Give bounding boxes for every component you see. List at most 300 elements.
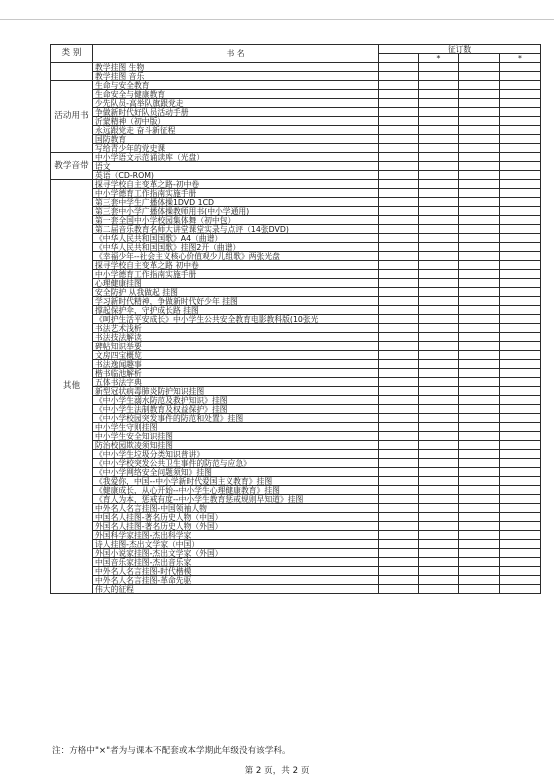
order-count-cell[interactable] bbox=[379, 459, 419, 468]
order-count-cell[interactable] bbox=[379, 252, 419, 261]
order-count-cell[interactable] bbox=[379, 522, 419, 531]
order-count-cell[interactable] bbox=[500, 432, 541, 441]
title-cell: 沂蒙精神（初中版） bbox=[93, 117, 379, 126]
order-count-cell[interactable] bbox=[419, 387, 459, 396]
title-cell: 诗人挂图-杰出文学家（中国） bbox=[93, 540, 379, 549]
order-count-cell[interactable] bbox=[419, 423, 459, 432]
order-count-cell[interactable] bbox=[500, 261, 541, 270]
table-row bbox=[51, 162, 541, 171]
order-count-cell[interactable] bbox=[419, 198, 459, 207]
title-cell: 中国音乐家挂图-杰出音乐家 bbox=[93, 558, 379, 567]
table-row bbox=[51, 252, 541, 261]
title-cell: 第一套全国中小学校园集体舞（初中包） bbox=[93, 216, 379, 225]
order-count-cell[interactable] bbox=[379, 486, 419, 495]
order-count-cell[interactable] bbox=[379, 297, 419, 306]
order-count-cell[interactable] bbox=[419, 180, 459, 189]
title-cell: 少先队员-高举队旗跟党走 bbox=[93, 99, 379, 108]
order-count-cell[interactable] bbox=[500, 423, 541, 432]
order-count-cell[interactable] bbox=[419, 90, 459, 99]
order-count-cell[interactable] bbox=[459, 342, 500, 351]
order-count-cell[interactable] bbox=[459, 513, 500, 522]
order-count-cell[interactable] bbox=[379, 531, 419, 540]
order-count-cell[interactable] bbox=[379, 450, 419, 459]
table-row bbox=[51, 477, 541, 486]
table-row bbox=[51, 450, 541, 459]
order-count-cell[interactable] bbox=[500, 207, 541, 216]
order-count-cell[interactable] bbox=[379, 279, 419, 288]
order-count-cell[interactable] bbox=[500, 459, 541, 468]
order-count-cell[interactable] bbox=[379, 423, 419, 432]
order-count-cell[interactable] bbox=[459, 576, 500, 585]
order-count-cell[interactable] bbox=[459, 162, 500, 171]
order-count-cell[interactable] bbox=[459, 306, 500, 315]
order-count-cell[interactable] bbox=[419, 81, 459, 90]
order-count-cell[interactable] bbox=[379, 135, 419, 144]
order-count-cell[interactable] bbox=[459, 396, 500, 405]
title-cell: 《中小学网络安全问题须知》挂图 bbox=[93, 468, 379, 477]
order-count-cell[interactable] bbox=[419, 126, 459, 135]
order-count-cell[interactable] bbox=[500, 234, 541, 243]
order-count-cell[interactable] bbox=[419, 135, 459, 144]
order-count-cell[interactable] bbox=[379, 414, 419, 423]
title-cell: 中小学德育工作指南实施手册 bbox=[93, 270, 379, 279]
order-count-cell[interactable] bbox=[500, 252, 541, 261]
order-count-cell[interactable] bbox=[419, 378, 459, 387]
order-count-cell[interactable] bbox=[500, 369, 541, 378]
order-count-cell[interactable] bbox=[419, 396, 459, 405]
order-count-cell[interactable] bbox=[500, 288, 541, 297]
top-rule bbox=[0, 19, 554, 20]
title-cell: 外国科学家挂图-杰出科学家 bbox=[93, 531, 379, 540]
order-count-cell[interactable] bbox=[379, 207, 419, 216]
order-count-cell[interactable] bbox=[379, 306, 419, 315]
order-count-cell[interactable] bbox=[419, 495, 459, 504]
order-count-cell[interactable] bbox=[379, 495, 419, 504]
order-count-cell[interactable] bbox=[379, 189, 419, 198]
order-count-cell[interactable] bbox=[419, 333, 459, 342]
order-count-cell[interactable] bbox=[459, 252, 500, 261]
order-count-cell[interactable] bbox=[459, 207, 500, 216]
count-mark-1 bbox=[379, 54, 419, 63]
order-count-cell[interactable] bbox=[459, 180, 500, 189]
order-count-cell[interactable] bbox=[379, 360, 419, 369]
order-count-cell[interactable] bbox=[459, 171, 500, 180]
order-count-cell[interactable] bbox=[459, 477, 500, 486]
order-count-cell[interactable] bbox=[379, 270, 419, 279]
order-count-cell[interactable] bbox=[379, 180, 419, 189]
order-count-cell[interactable] bbox=[419, 108, 459, 117]
title-cell: 中国名人挂图-著名历史人物（中国） bbox=[93, 513, 379, 522]
order-count-cell[interactable] bbox=[500, 585, 541, 594]
order-count-cell[interactable] bbox=[500, 162, 541, 171]
order-count-cell[interactable] bbox=[419, 297, 459, 306]
order-count-cell[interactable] bbox=[459, 495, 500, 504]
order-count-cell[interactable] bbox=[459, 135, 500, 144]
table-row bbox=[51, 423, 541, 432]
order-count-cell[interactable] bbox=[500, 117, 541, 126]
order-count-cell[interactable] bbox=[379, 342, 419, 351]
order-count-cell[interactable] bbox=[419, 324, 459, 333]
order-count-cell[interactable] bbox=[379, 369, 419, 378]
order-count-cell[interactable] bbox=[500, 297, 541, 306]
order-count-cell[interactable] bbox=[500, 504, 541, 513]
table-row bbox=[51, 522, 541, 531]
order-count-cell[interactable] bbox=[379, 396, 419, 405]
order-count-cell[interactable] bbox=[419, 243, 459, 252]
title-cell: 国防教育 bbox=[93, 135, 379, 144]
order-count-cell[interactable] bbox=[459, 585, 500, 594]
order-count-cell[interactable] bbox=[500, 81, 541, 90]
order-count-cell[interactable] bbox=[419, 207, 459, 216]
title-cell: 探寻学校自主变革之路 初中卷 bbox=[93, 261, 379, 270]
order-count-cell[interactable] bbox=[419, 72, 459, 81]
order-count-cell[interactable] bbox=[500, 441, 541, 450]
order-count-cell[interactable] bbox=[459, 216, 500, 225]
order-count-cell[interactable] bbox=[379, 126, 419, 135]
order-count-cell[interactable] bbox=[459, 504, 500, 513]
table-row bbox=[51, 540, 541, 549]
title-cell: 《中小学生法制教育及权益保护》挂图 bbox=[93, 405, 379, 414]
count-mark-4: * bbox=[500, 54, 541, 63]
order-count-cell[interactable] bbox=[419, 450, 459, 459]
order-count-cell[interactable] bbox=[419, 63, 459, 72]
order-count-cell[interactable] bbox=[459, 315, 500, 324]
order-count-cell[interactable] bbox=[419, 171, 459, 180]
order-count-cell[interactable] bbox=[459, 144, 500, 153]
order-count-cell[interactable] bbox=[500, 144, 541, 153]
category-header: 类 别 bbox=[51, 45, 93, 63]
order-count-cell[interactable] bbox=[500, 72, 541, 81]
order-count-header: 征订数 bbox=[379, 45, 541, 54]
table-row bbox=[51, 81, 541, 90]
order-count-cell[interactable] bbox=[500, 522, 541, 531]
title-cell: 中外名人名言挂图-中国领袖人物 bbox=[93, 504, 379, 513]
order-count-cell[interactable] bbox=[379, 234, 419, 243]
order-count-cell[interactable] bbox=[459, 243, 500, 252]
order-count-cell[interactable] bbox=[379, 243, 419, 252]
order-count-cell[interactable] bbox=[459, 126, 500, 135]
order-count-cell[interactable] bbox=[419, 270, 459, 279]
order-count-cell[interactable] bbox=[500, 558, 541, 567]
title-header: 书 名 bbox=[93, 45, 379, 63]
order-count-cell[interactable] bbox=[379, 108, 419, 117]
order-count-cell[interactable] bbox=[419, 513, 459, 522]
order-count-cell[interactable] bbox=[379, 585, 419, 594]
order-count-cell[interactable] bbox=[459, 540, 500, 549]
table-row bbox=[51, 414, 541, 423]
order-count-cell[interactable] bbox=[500, 90, 541, 99]
order-count-cell[interactable] bbox=[419, 432, 459, 441]
order-count-cell[interactable] bbox=[459, 279, 500, 288]
order-count-cell[interactable] bbox=[419, 567, 459, 576]
order-count-cell[interactable] bbox=[379, 432, 419, 441]
order-count-cell[interactable] bbox=[419, 486, 459, 495]
table-row bbox=[51, 153, 541, 162]
order-count-cell[interactable] bbox=[459, 414, 500, 423]
order-count-cell[interactable] bbox=[379, 117, 419, 126]
order-count-cell[interactable] bbox=[500, 540, 541, 549]
order-count-cell[interactable] bbox=[500, 333, 541, 342]
order-count-cell[interactable] bbox=[459, 261, 500, 270]
table-row bbox=[51, 459, 541, 468]
table-row bbox=[51, 243, 541, 252]
order-count-cell[interactable] bbox=[379, 81, 419, 90]
order-count-cell[interactable] bbox=[459, 189, 500, 198]
order-count-cell[interactable] bbox=[459, 405, 500, 414]
order-count-cell[interactable] bbox=[419, 252, 459, 261]
order-count-cell[interactable] bbox=[459, 432, 500, 441]
table-row bbox=[51, 198, 541, 207]
order-count-cell[interactable] bbox=[500, 513, 541, 522]
order-table-body bbox=[51, 45, 541, 594]
order-count-cell[interactable] bbox=[379, 99, 419, 108]
table-row bbox=[51, 504, 541, 513]
order-count-cell[interactable] bbox=[379, 171, 419, 180]
order-count-cell[interactable] bbox=[500, 531, 541, 540]
order-count-cell[interactable] bbox=[459, 198, 500, 207]
title-cell: 第二届音乐教育名师大讲堂课堂实录与点评（14张DVD) bbox=[93, 225, 379, 234]
order-count-cell[interactable] bbox=[459, 288, 500, 297]
title-cell: 书法艺术浅析 bbox=[93, 324, 379, 333]
title-cell: 争做新时代好队员活动手册 bbox=[93, 108, 379, 117]
order-count-cell[interactable] bbox=[500, 396, 541, 405]
order-count-cell[interactable] bbox=[419, 459, 459, 468]
order-count-cell[interactable] bbox=[379, 558, 419, 567]
order-count-cell[interactable] bbox=[459, 270, 500, 279]
order-count-cell[interactable] bbox=[419, 288, 459, 297]
order-count-cell[interactable] bbox=[500, 216, 541, 225]
order-count-cell[interactable] bbox=[379, 378, 419, 387]
order-count-cell[interactable] bbox=[459, 441, 500, 450]
order-count-cell[interactable] bbox=[419, 279, 459, 288]
order-count-cell[interactable] bbox=[419, 162, 459, 171]
order-count-cell[interactable] bbox=[459, 108, 500, 117]
order-count-cell[interactable] bbox=[500, 189, 541, 198]
order-count-cell[interactable] bbox=[419, 405, 459, 414]
order-count-cell[interactable] bbox=[419, 360, 459, 369]
order-count-cell[interactable] bbox=[379, 387, 419, 396]
order-count-cell[interactable] bbox=[379, 513, 419, 522]
order-count-cell[interactable] bbox=[459, 522, 500, 531]
order-count-cell[interactable] bbox=[500, 180, 541, 189]
order-count-cell[interactable] bbox=[379, 324, 419, 333]
order-count-cell[interactable] bbox=[419, 441, 459, 450]
title-cell: 外国名人挂图-著名历史人物（外国） bbox=[93, 522, 379, 531]
order-count-cell[interactable] bbox=[419, 216, 459, 225]
order-count-cell[interactable] bbox=[379, 405, 419, 414]
order-count-cell[interactable] bbox=[379, 549, 419, 558]
table-row bbox=[51, 495, 541, 504]
order-count-cell[interactable] bbox=[379, 144, 419, 153]
order-count-cell[interactable] bbox=[459, 333, 500, 342]
order-count-cell[interactable] bbox=[500, 342, 541, 351]
order-count-cell[interactable] bbox=[459, 531, 500, 540]
order-count-cell[interactable] bbox=[500, 378, 541, 387]
order-count-cell[interactable] bbox=[419, 225, 459, 234]
category-cell bbox=[51, 63, 93, 81]
order-count-cell[interactable] bbox=[459, 324, 500, 333]
order-count-cell[interactable] bbox=[379, 153, 419, 162]
order-count-cell[interactable] bbox=[459, 369, 500, 378]
order-count-cell[interactable] bbox=[419, 540, 459, 549]
order-count-cell[interactable] bbox=[379, 63, 419, 72]
order-count-cell[interactable] bbox=[379, 477, 419, 486]
order-count-cell[interactable] bbox=[500, 99, 541, 108]
order-count-cell[interactable] bbox=[459, 378, 500, 387]
page-number: 第 2 页，共 2 页 bbox=[244, 766, 310, 776]
order-count-cell[interactable] bbox=[379, 90, 419, 99]
order-count-cell[interactable] bbox=[459, 423, 500, 432]
order-count-cell[interactable] bbox=[379, 198, 419, 207]
order-count-cell[interactable] bbox=[500, 450, 541, 459]
order-count-cell[interactable] bbox=[379, 216, 419, 225]
order-count-cell[interactable] bbox=[419, 315, 459, 324]
title-cell: 《中小学生溺水防范及救护知识》挂图 bbox=[93, 396, 379, 405]
order-count-cell[interactable] bbox=[500, 360, 541, 369]
order-count-cell[interactable] bbox=[500, 567, 541, 576]
order-count-cell[interactable] bbox=[500, 486, 541, 495]
order-count-cell[interactable] bbox=[459, 351, 500, 360]
order-count-cell[interactable] bbox=[459, 81, 500, 90]
order-count-cell[interactable] bbox=[379, 576, 419, 585]
order-count-cell[interactable] bbox=[500, 126, 541, 135]
title-cell: 中外名人名言挂图-革命先驱 bbox=[93, 576, 379, 585]
order-count-cell[interactable] bbox=[459, 72, 500, 81]
title-cell: 教学挂图 生物 bbox=[93, 63, 379, 72]
order-count-cell[interactable] bbox=[419, 504, 459, 513]
order-count-cell[interactable] bbox=[419, 576, 459, 585]
order-count-cell[interactable] bbox=[459, 153, 500, 162]
order-count-cell[interactable] bbox=[459, 549, 500, 558]
table-row bbox=[51, 468, 541, 477]
table-row bbox=[51, 234, 541, 243]
order-count-cell[interactable] bbox=[500, 225, 541, 234]
order-count-cell[interactable] bbox=[459, 225, 500, 234]
title-cell: 《育人为本，惩戒有度--中小学生教育惩戒规则早知道》挂图 bbox=[93, 495, 379, 504]
order-count-cell[interactable] bbox=[419, 153, 459, 162]
order-count-cell[interactable] bbox=[500, 306, 541, 315]
order-count-cell[interactable] bbox=[500, 477, 541, 486]
order-count-cell[interactable] bbox=[419, 522, 459, 531]
order-count-cell[interactable] bbox=[379, 162, 419, 171]
order-count-cell[interactable] bbox=[379, 72, 419, 81]
order-count-cell[interactable] bbox=[419, 99, 459, 108]
order-count-cell[interactable] bbox=[500, 576, 541, 585]
order-count-cell[interactable] bbox=[500, 549, 541, 558]
order-count-cell[interactable] bbox=[419, 261, 459, 270]
order-count-cell[interactable] bbox=[500, 243, 541, 252]
order-count-cell[interactable] bbox=[419, 351, 459, 360]
table-row bbox=[51, 432, 541, 441]
order-count-cell[interactable] bbox=[459, 558, 500, 567]
order-count-cell[interactable] bbox=[459, 63, 500, 72]
title-cell: 外国小说家挂图-杰出文学家（外国） bbox=[93, 549, 379, 558]
order-count-cell[interactable] bbox=[379, 504, 419, 513]
order-count-cell[interactable] bbox=[419, 414, 459, 423]
table-row bbox=[51, 360, 541, 369]
order-count-cell[interactable] bbox=[500, 468, 541, 477]
table-row bbox=[51, 405, 541, 414]
order-count-cell[interactable] bbox=[419, 549, 459, 558]
order-count-cell[interactable] bbox=[419, 234, 459, 243]
order-count-cell[interactable] bbox=[419, 189, 459, 198]
order-count-cell[interactable] bbox=[459, 567, 500, 576]
order-count-cell[interactable] bbox=[500, 153, 541, 162]
order-count-cell[interactable] bbox=[500, 414, 541, 423]
table-row bbox=[51, 531, 541, 540]
order-count-cell[interactable] bbox=[459, 234, 500, 243]
order-count-cell[interactable] bbox=[419, 468, 459, 477]
table-row bbox=[51, 72, 541, 81]
order-count-cell[interactable] bbox=[500, 270, 541, 279]
title-cell: 中外名人名言挂图-时代楷模 bbox=[93, 567, 379, 576]
header-row-1 bbox=[51, 45, 541, 54]
order-count-cell[interactable] bbox=[379, 288, 419, 297]
order-count-cell[interactable] bbox=[459, 117, 500, 126]
order-count-cell[interactable] bbox=[500, 279, 541, 288]
order-count-cell[interactable] bbox=[459, 450, 500, 459]
order-count-cell[interactable] bbox=[500, 495, 541, 504]
order-count-cell[interactable] bbox=[459, 360, 500, 369]
order-count-cell[interactable] bbox=[379, 567, 419, 576]
order-count-cell[interactable] bbox=[500, 387, 541, 396]
table-row bbox=[51, 369, 541, 378]
order-count-cell[interactable] bbox=[459, 468, 500, 477]
title-cell: 书法技法解读 bbox=[93, 333, 379, 342]
order-count-cell[interactable] bbox=[379, 333, 419, 342]
order-count-cell[interactable] bbox=[379, 441, 419, 450]
order-count-cell[interactable] bbox=[379, 225, 419, 234]
order-count-cell[interactable] bbox=[379, 315, 419, 324]
order-count-cell[interactable] bbox=[419, 369, 459, 378]
table-row bbox=[51, 486, 541, 495]
order-count-cell[interactable] bbox=[459, 99, 500, 108]
order-count-cell[interactable] bbox=[419, 342, 459, 351]
title-cell: 《呵护生活平安成长》中小学生公共安全教育电影教科版(10张光 bbox=[93, 315, 379, 324]
order-count-cell[interactable] bbox=[500, 315, 541, 324]
order-count-cell[interactable] bbox=[379, 261, 419, 270]
order-count-cell[interactable] bbox=[500, 324, 541, 333]
order-count-cell[interactable] bbox=[419, 306, 459, 315]
order-count-cell[interactable] bbox=[379, 468, 419, 477]
order-count-cell[interactable] bbox=[459, 486, 500, 495]
order-count-cell[interactable] bbox=[500, 63, 541, 72]
order-count-cell[interactable] bbox=[500, 171, 541, 180]
order-count-cell[interactable] bbox=[419, 144, 459, 153]
order-count-cell[interactable] bbox=[419, 531, 459, 540]
order-count-cell[interactable] bbox=[500, 108, 541, 117]
table-row bbox=[51, 270, 541, 279]
order-count-cell[interactable] bbox=[500, 198, 541, 207]
order-count-cell[interactable] bbox=[459, 387, 500, 396]
title-cell: 生命与安全教育 bbox=[93, 81, 379, 90]
order-count-cell[interactable] bbox=[379, 540, 419, 549]
order-count-cell[interactable] bbox=[419, 558, 459, 567]
title-cell: 五体书法字典 bbox=[93, 378, 379, 387]
table-row bbox=[51, 441, 541, 450]
order-count-cell[interactable] bbox=[419, 117, 459, 126]
order-count-cell[interactable] bbox=[500, 405, 541, 414]
order-count-cell[interactable] bbox=[459, 297, 500, 306]
order-count-cell[interactable] bbox=[459, 459, 500, 468]
order-count-cell[interactable] bbox=[500, 351, 541, 360]
order-count-cell[interactable] bbox=[500, 135, 541, 144]
order-count-cell[interactable] bbox=[419, 585, 459, 594]
order-count-cell[interactable] bbox=[379, 351, 419, 360]
order-count-cell[interactable] bbox=[419, 477, 459, 486]
table-row bbox=[51, 297, 541, 306]
order-count-cell[interactable] bbox=[459, 90, 500, 99]
